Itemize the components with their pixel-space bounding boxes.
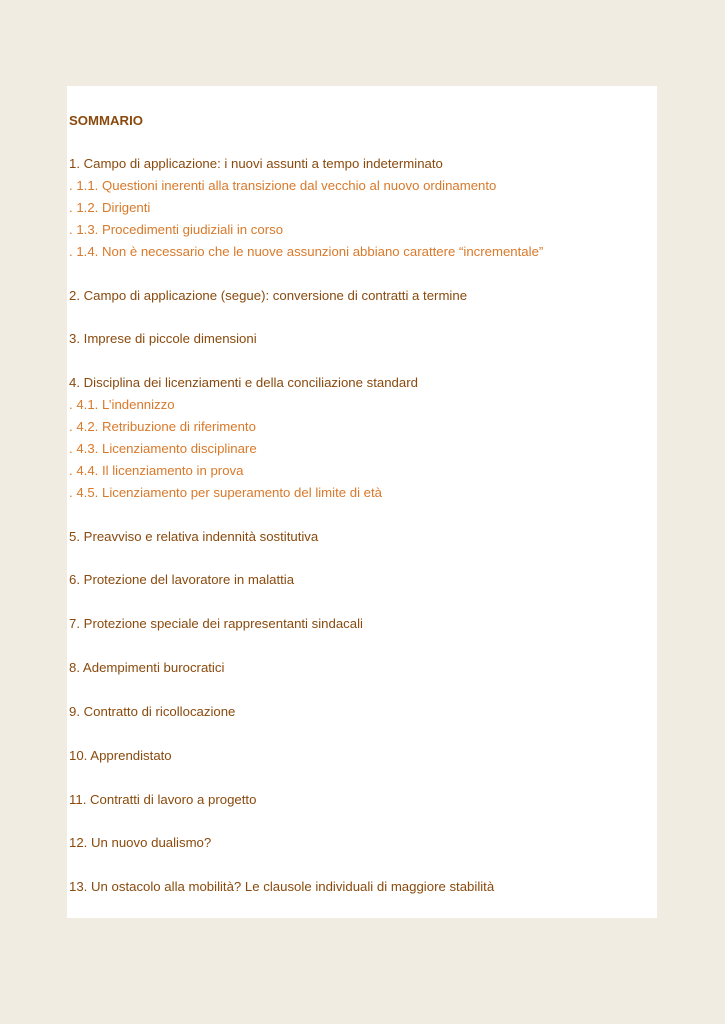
toc-entry-9[interactable]: 9. Contratto di ricollocazione [69,704,236,719]
toc-entry-7[interactable]: 7. Protezione speciale dei rappresentanti sindacali [69,616,363,631]
document-page [67,86,657,918]
toc-entry-4[interactable]: 4. Disciplina dei licenziamenti e della conciliazione standard [69,375,418,390]
toc-entry-13[interactable]: 13. Un ostacolo alla mobilità? Le clausole individuali di maggiore stabilità [69,879,495,894]
toc-entry-8[interactable]: 8. Adempimenti burocratici [69,660,225,675]
toc-entry-5[interactable]: 5. Preavviso e relativa indennità sostitutiva [69,529,319,544]
toc-entry-1[interactable]: 1. Campo di applicazione: i nuovi assunti a tempo indeterminato [69,156,443,171]
toc-entry-4-2[interactable]: . 4.2. Retribuzione di riferimento [69,419,256,434]
toc-title: SOMMARIO [69,113,143,128]
toc-entry-1-3[interactable]: . 1.3. Procedimenti giudiziali in corso [69,222,284,237]
toc-entry-4-4[interactable]: . 4.4. Il licenziamento in prova [69,463,244,478]
toc-entry-1-4[interactable]: . 1.4. Non è necessario che le nuove assunzioni abbiano carattere “incrementale” [69,244,544,259]
toc-entry-4-5[interactable]: . 4.5. Licenziamento per superamento del limite di età [69,485,383,500]
toc-entry-1-1[interactable]: . 1.1. Questioni inerenti alla transizione dal vecchio al nuovo ordinamento [69,178,497,193]
toc-entry-1-2[interactable]: . 1.2. Dirigenti [69,200,151,215]
toc-entry-3[interactable]: 3. Imprese di piccole dimensioni [69,331,257,346]
toc-entry-4-3[interactable]: . 4.3. Licenziamento disciplinare [69,441,257,456]
toc-entry-4-1[interactable]: . 4.1. L’indennizzo [69,397,175,412]
toc-entry-12[interactable]: 12. Un nuovo dualismo? [69,835,212,850]
toc-entry-2[interactable]: 2. Campo di applicazione (segue): conversione di contratti a termine [69,288,468,303]
toc-entry-10[interactable]: 10. Apprendistato [69,748,172,763]
toc-entry-11[interactable]: 11. Contratti di lavoro a progetto [69,792,257,807]
toc-entry-6[interactable]: 6. Protezione del lavoratore in malattia [69,572,295,587]
